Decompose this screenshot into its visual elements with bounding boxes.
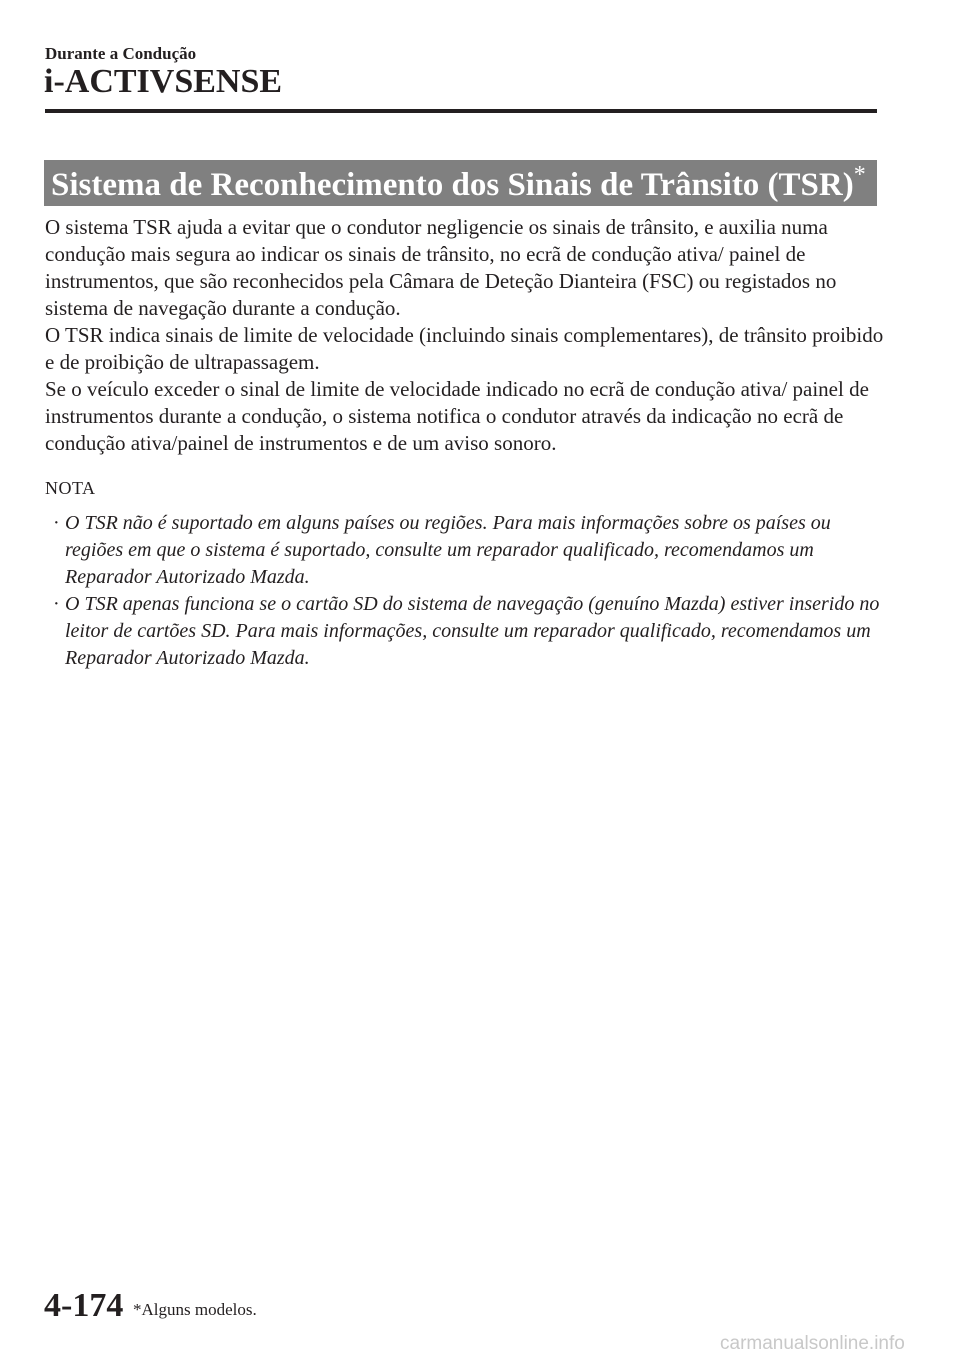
some-models-marker: *: [853, 162, 866, 188]
topic-title: Sistema de Reconhecimento dos Sinais de Trânsito (TSR): [51, 167, 854, 203]
footnote: *Alguns modelos.: [133, 1300, 257, 1319]
note-item-text: O TSR não é suportado em alguns países ou regiões. Para mais informações sobre os países ou regiões em que o sistema é suportado, consulte um reparador qualificado, recomendamos um Reparador Autorizado Mazda.: [65, 512, 831, 588]
body-paragraph: Se o veículo exceder o sinal de limite de velocidade indicado no ecrã de condução ativa/ painel de instrumentos durante a condução, o sistema notifica o condutor através da indicação no ecrã de condução ativa/painel de instrumentos e de um aviso sonoro.: [45, 377, 869, 455]
body-paragraph: O TSR indica sinais de limite de velocidade (incluindo sinais complementares), de trânsito proibido e de proibição de ultrapassagem.: [45, 323, 884, 374]
note-list: [45, 510, 885, 672]
note-item-text: O TSR apenas funciona se o cartão SD do sistema de navegação (genuíno Mazda) estiver inserido no leitor de cartões SD. Para mais informações, consulte um reparador qualificado, recomendamos um Reparador Autorizado Mazda.: [65, 593, 880, 669]
note-item: [45, 591, 885, 672]
header-divider: [45, 109, 877, 113]
page-number: 4-174: [44, 1287, 124, 1324]
bullet-icon: ·: [53, 512, 60, 534]
bullet-icon: ·: [53, 593, 60, 615]
watermark: carmanualsonline.info: [720, 1333, 905, 1354]
note-label: NOTA: [45, 478, 96, 498]
body-paragraph: O sistema TSR ajuda a evitar que o condutor negligencie os sinais de trânsito, e auxilia numa condução mais segura ao indicar os sinais de trânsito, no ecrã de condução ativa/ painel de instrumentos, que são reconhecidos pela Câmara de Deteção Dianteira (FSC) ou registados no sistema de navegação durante a condução.: [45, 215, 837, 320]
topic-title-bar: [44, 160, 877, 206]
body-text: [45, 214, 885, 457]
chapter-title: i-ACTIVSENSE: [44, 63, 283, 100]
section-heading: Durante a Condução: [45, 44, 197, 63]
note-item: [45, 510, 885, 591]
